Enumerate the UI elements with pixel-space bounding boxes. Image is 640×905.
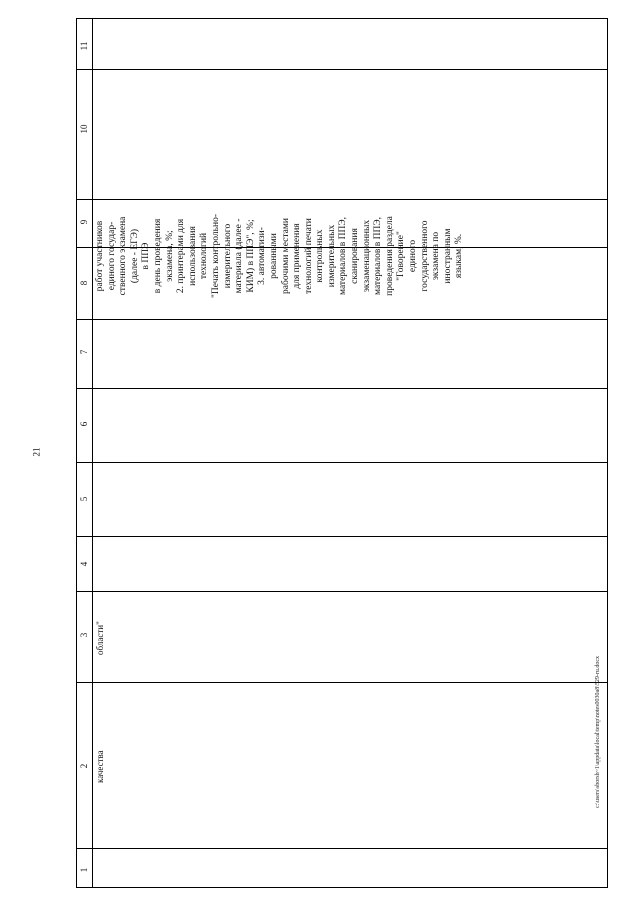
row-divider-5: [77, 462, 607, 463]
row-divider-6: [77, 388, 607, 389]
col10-line: контрольных: [315, 229, 326, 283]
column-number-6: 6: [79, 421, 89, 427]
page-number: 21: [31, 447, 42, 457]
col10-line: для применения: [292, 223, 303, 289]
col10-line: 3. автоматизи-: [257, 227, 268, 285]
row-divider-1: [77, 848, 607, 849]
column-number-2: 2: [79, 763, 89, 769]
col10-line: в день проведения: [152, 218, 163, 294]
col10-line: "Говорение": [396, 231, 407, 281]
col10-line: 2. принтерами для: [176, 218, 187, 294]
col10-line: экзаменационных: [361, 219, 372, 293]
col10-line: технологий: [199, 232, 210, 280]
column-number-4: 4: [79, 561, 89, 567]
col10-line: (далее - ЕГЭ): [129, 228, 140, 284]
col10-line: рованными: [268, 233, 279, 279]
header-divider: [92, 19, 93, 887]
col10-line: материалов в ППЭ,: [338, 217, 349, 295]
col10-line: экзамена по: [431, 231, 442, 281]
row-divider-3: [77, 591, 607, 592]
column-number-11: 11: [79, 41, 89, 51]
col10-line: КИМ) в ППЭ", %;: [245, 219, 256, 293]
column-number-10: 10: [79, 124, 89, 134]
row-divider-2: [77, 682, 607, 683]
col10-line: материала (далее -: [234, 218, 245, 294]
footer-file-path: c:\users\sborsh~1\appdata\local\temp\notes0030a8\529-ru.docx: [595, 655, 601, 809]
row-divider-10: [77, 69, 607, 70]
col10-line: единого государ-: [106, 221, 117, 291]
col10-line: экзамена, %;: [164, 230, 175, 282]
row-divider-4: [77, 536, 607, 537]
col10-line: измерительных: [326, 224, 337, 288]
column-number-9: 9: [79, 219, 89, 225]
cell-col10-text: [95, 198, 466, 314]
col10-line: использования: [187, 226, 198, 286]
document-table: [76, 18, 608, 888]
column-number-1: 1: [79, 867, 89, 873]
col10-line: материалов в ППЭ,: [373, 217, 384, 295]
column-number-8: 8: [79, 280, 89, 286]
row-divider-7: [77, 319, 607, 320]
col10-line: работ участников: [95, 220, 105, 292]
column-number-7: 7: [79, 349, 89, 355]
col10-line: технологий печати: [303, 218, 314, 294]
column-number-5: 5: [79, 496, 89, 502]
col10-line: проведения раздела: [384, 216, 395, 296]
cell-col3-text: области": [95, 621, 105, 655]
col10-line: ственного экзамена: [118, 216, 129, 296]
col10-line: языкам, %.: [454, 233, 465, 279]
column-number-3: 3: [79, 632, 89, 638]
col10-line: сканирования: [350, 228, 361, 284]
col10-line: иностранным: [442, 228, 453, 284]
col10-line: "Печать контрольно-: [210, 214, 221, 299]
col10-line: рабочими местами: [280, 218, 291, 294]
col10-line: государственного: [419, 220, 430, 292]
col10-line: в ППЭ: [141, 242, 152, 270]
col10-line: единого: [408, 239, 419, 273]
cell-col2-text: качества: [95, 750, 105, 783]
col10-line: измерительного: [222, 223, 233, 289]
